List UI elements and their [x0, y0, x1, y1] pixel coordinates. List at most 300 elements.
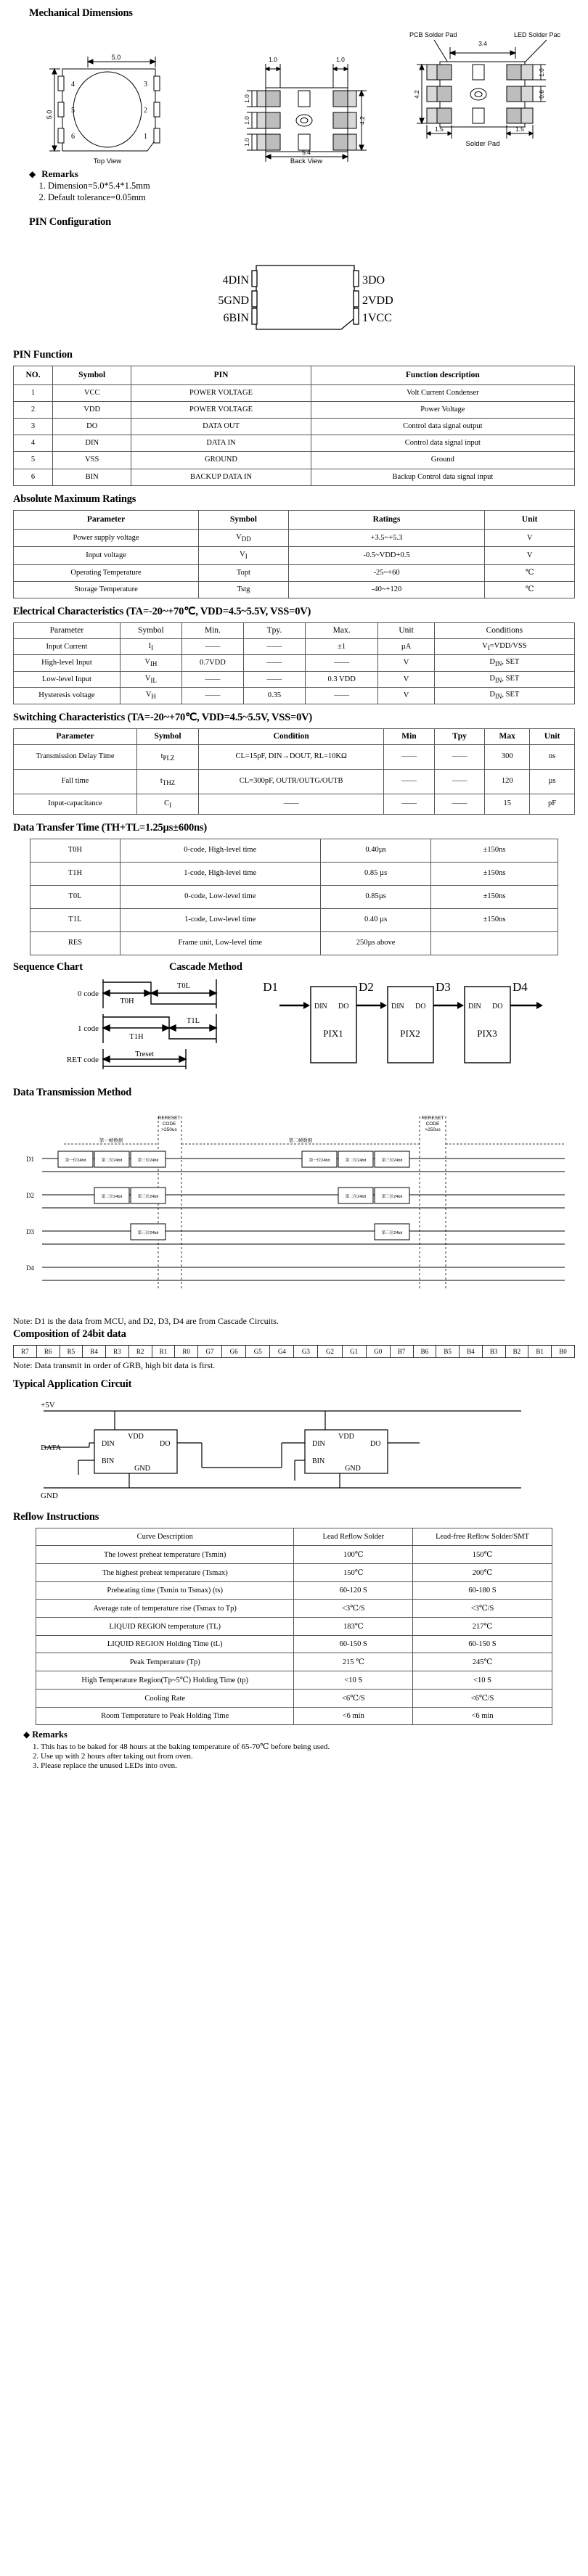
table-row: [14, 639, 575, 655]
sequence-label-0code: 0 code: [77, 989, 99, 998]
reset-label-left-2: CODE: [162, 1122, 176, 1127]
cell-leadfree: 60-180 S: [413, 1582, 552, 1600]
table-header-row: [14, 366, 575, 385]
pinconf-left-label-gnd: 5GND: [218, 295, 249, 307]
table-row: [14, 671, 575, 687]
cell-time: 0.85µs: [320, 886, 431, 909]
col-parameter: Parameter: [14, 728, 137, 744]
reset-label-left-1: RERESET: [158, 1116, 181, 1121]
cell-condition: CL=15pF, DIN→DOUT, RL=10KΩ: [199, 745, 384, 770]
cell-condition: ——: [199, 794, 384, 815]
table-row: [36, 1546, 552, 1564]
final-remarks-item: 1. This has to be baked for 48 hours at the baking temperature of 65-70℃ before being used.: [41, 1742, 575, 1751]
sequence-label-t0l: T0L: [176, 982, 191, 990]
dtm-row-d4: [26, 1264, 565, 1280]
col-symbol: Symbol: [199, 510, 289, 529]
col-tpy: Tpy.: [243, 622, 305, 638]
cell-conditions: VI=VDD/VSS: [434, 639, 574, 655]
pinconf-right-label-vcc: 1VCC: [362, 312, 392, 324]
remarks-item: 1. Dimension=5.0*5.4*1.5mm: [48, 181, 575, 192]
reset-label-right-1: RERESET: [421, 1116, 444, 1121]
cell-tpy: ——: [434, 770, 485, 794]
cell-pin: POWER VOLTAGE: [131, 402, 311, 419]
final-remarks-title: Remarks: [32, 1729, 68, 1740]
cell-parameter: Input-capacitance: [14, 794, 137, 815]
section-title-data-transmission: Data Transmission Method: [13, 1087, 132, 1098]
pinconf-right-label-do: 3DO: [362, 274, 385, 287]
sequence-label-t1l: T1L: [186, 1017, 200, 1025]
cell-symbol: Topt: [199, 564, 289, 581]
app-chip1-vdd: VDD: [128, 1433, 144, 1441]
dtm-cell: 第三位24bit: [137, 1195, 159, 1199]
bit-cell: G5: [246, 1346, 270, 1358]
cell-parameter: Hysteresis voltage: [14, 688, 121, 704]
cell-tolerance: ±150ns: [431, 839, 558, 863]
table-row: [14, 770, 575, 794]
table-row: [30, 909, 558, 932]
callout-led-solder-pad: LED Solder Pac: [514, 31, 561, 38]
section-title-reflow: Reflow Instructions: [13, 1511, 99, 1523]
dim-back-pad-h-2: 1.0: [243, 116, 250, 125]
pin-label-1: 1: [144, 133, 147, 141]
cell-max: ——: [305, 655, 377, 671]
cell-pin: DATA IN: [131, 435, 311, 452]
cell-desc: Frame unit, Low-level time: [120, 932, 320, 955]
cell-symbol: II: [120, 639, 181, 655]
dtm-row-label-d1: D1: [26, 1156, 34, 1163]
cell-parameter: Transmission Delay Time: [14, 745, 137, 770]
cell-pin: BACKUP DATA IN: [131, 469, 311, 485]
cell-symbol: BIN: [53, 469, 131, 485]
data-transmission-diagram: [13, 1103, 575, 1314]
dim-back-pad-h-3: 1.0: [243, 138, 250, 147]
cell-min: ——: [384, 794, 435, 815]
table-header-row: [14, 728, 575, 744]
table-row: [36, 1636, 552, 1653]
sequence-label-t1h: T1H: [129, 1033, 144, 1041]
col-unit: Unit: [530, 728, 575, 744]
section-title-sequence-chart: Sequence Chart: [13, 961, 83, 973]
app-label-gnd: GND: [41, 1491, 58, 1500]
cell-desc: 0-code, Low-level time: [120, 886, 320, 909]
cell-symbol: CI: [137, 794, 199, 815]
cell-desc: The lowest preheat temperature (Tsmin): [36, 1546, 294, 1564]
dim-back-total-h: 4.2: [359, 116, 366, 125]
cell-lead: <6℃/S: [294, 1690, 413, 1708]
section-title-typical-app: Typical Application Circuit: [13, 1378, 132, 1390]
cell-leadfree: <6℃/S: [413, 1690, 552, 1708]
col-condition: Condition: [199, 728, 384, 744]
cell-parameter: Operating Temperature: [14, 564, 199, 581]
frame-label-1: 第一帧数据: [99, 1138, 123, 1143]
composition-bits-table: [13, 1345, 575, 1358]
table-row: [36, 1690, 552, 1708]
cell-tpy: 0.35: [243, 688, 305, 704]
table-row: [30, 886, 558, 909]
col-max: Max: [485, 728, 530, 744]
reflow-instructions-table: [36, 1528, 552, 1725]
pin-function-table: [13, 366, 575, 486]
cell-symbol: Tstg: [199, 581, 289, 598]
cascade-signal-d1: D1: [263, 980, 278, 994]
cell-desc: Peak Temperature (Tp): [36, 1653, 294, 1671]
section-title-pin-configuration: PIN Configuration: [29, 216, 112, 228]
col-unit: Unit: [378, 622, 434, 638]
composition-note: Note: Data transmit in order of GRB, high bit data is first.: [13, 1360, 216, 1370]
cell-leadfree: <6 min: [413, 1708, 552, 1725]
cell-leadfree: 245℃: [413, 1653, 552, 1671]
cell-unit: ℃: [485, 564, 575, 581]
table-row: [14, 469, 575, 485]
cell-lead: 150℃: [294, 1564, 413, 1582]
app-chip2-bin: BIN: [312, 1457, 325, 1465]
dim-back-pad-h-1: 1.0: [243, 94, 250, 103]
col-lead-free-reflow: Lead-free Reflow Solder/SMT: [413, 1528, 552, 1546]
cell-symbol: VIL: [120, 671, 181, 687]
dim-back-pad-w-2: 1.0: [336, 56, 345, 63]
bit-cell: G7: [198, 1346, 222, 1358]
col-no: NO.: [14, 366, 53, 385]
cell-desc: Average rate of temperature rise (Tsmax to Tp): [36, 1600, 294, 1618]
cell-leadfree: <10 S: [413, 1671, 552, 1690]
pin-label-3: 3: [144, 81, 147, 89]
app-chip2-din: DIN: [312, 1440, 325, 1448]
bits-row: [14, 1346, 575, 1358]
dim-back-total-w: 5.4: [302, 149, 311, 156]
pin-label-2: 2: [144, 107, 147, 115]
bit-cell: R0: [175, 1346, 198, 1358]
app-chip1-gnd: GND: [134, 1465, 150, 1473]
dtm-cell: 第二位24bit: [101, 1195, 123, 1199]
app-chip1-do: DO: [160, 1440, 171, 1448]
table-row: [14, 745, 575, 770]
dim-pad-bottom-right: 1.5: [515, 125, 524, 133]
dtm-cell: 第二位24bit: [101, 1159, 123, 1163]
cell-tpy: ——: [434, 745, 485, 770]
cell-no: 5: [14, 452, 53, 469]
cell-time: 250µs above: [320, 932, 431, 955]
cell-leadfree: <3℃/S: [413, 1600, 552, 1618]
cell-symbol: VI: [199, 547, 289, 564]
cell-unit: V: [378, 671, 434, 687]
cell-unit: V: [485, 547, 575, 564]
app-chip2-vdd: VDD: [338, 1433, 354, 1441]
drawing-solder-pad: [417, 40, 547, 139]
cascade-signal-d3: D3: [436, 980, 451, 994]
cell-lead: <3℃/S: [294, 1600, 413, 1618]
cell-max: 15: [485, 794, 530, 815]
table-row: [14, 529, 575, 546]
cell-min: ——: [384, 745, 435, 770]
cell-lead: <6 min: [294, 1708, 413, 1725]
cell-leadfree: 60-150 S: [413, 1636, 552, 1653]
section-title-absolute-max: Absolute Maximum Ratings: [13, 493, 136, 505]
cell-code: T0H: [30, 839, 121, 863]
section-title-composition: Composition of 24bit data: [13, 1328, 126, 1340]
cell-desc: The highest preheat temperature (Tsmax): [36, 1564, 294, 1582]
cell-lead: <10 S: [294, 1671, 413, 1690]
app-chip2-do: DO: [370, 1440, 381, 1448]
pin-label-6: 6: [71, 133, 75, 141]
sequence-and-cascade-diagrams: [13, 974, 575, 1082]
cell-desc: Power Voltage: [311, 402, 574, 419]
cell-no: 3: [14, 419, 53, 435]
cell-desc: 1-code, High-level time: [120, 863, 320, 886]
bit-cell: B7: [390, 1346, 413, 1358]
cell-leadfree: 200℃: [413, 1564, 552, 1582]
bit-cell: R6: [36, 1346, 60, 1358]
cell-parameter: Power supply voltage: [14, 529, 199, 546]
dim-pad-top: 3.4: [478, 40, 487, 47]
bit-cell: B6: [413, 1346, 436, 1358]
remarks-item: 2. Default tolerance=0.05mm: [48, 192, 575, 203]
dtm-cell: 第三位24bit: [381, 1231, 403, 1235]
cell-leadfree: 217℃: [413, 1618, 552, 1636]
table-row: [14, 435, 575, 452]
col-lead-reflow: Lead Reflow Solder: [294, 1528, 413, 1546]
cell-lead: 60-120 S: [294, 1582, 413, 1600]
table-row: [14, 688, 575, 704]
col-max: Max.: [305, 622, 377, 638]
cell-tpy: ——: [243, 639, 305, 655]
switching-characteristics-table: [13, 728, 575, 815]
cell-max: ——: [305, 688, 377, 704]
app-chip1-bin: BIN: [102, 1457, 115, 1465]
cell-desc: Cooling Rate: [36, 1690, 294, 1708]
cell-parameter: Input Current: [14, 639, 121, 655]
datasheet-page: [0, 7, 588, 1778]
section-title-pin-function: PIN Function: [13, 349, 73, 361]
col-symbol: Symbol: [53, 366, 131, 385]
dtm-row-label-d3: D3: [26, 1228, 34, 1235]
diamond-bullet-icon: ◆: [23, 1729, 30, 1740]
section-title-switching: Switching Characteristics (TA=-20~+70℃, VDD=4.5~5.5V, VSS=0V): [13, 711, 313, 723]
dtm-cell: 第二位24bit: [345, 1159, 367, 1163]
cell-conditions: DIN, SET: [434, 671, 574, 687]
cell-unit: µs: [530, 770, 575, 794]
cell-pin: POWER VOLTAGE: [131, 385, 311, 402]
cascade-pin-din-1: DIN: [314, 1003, 327, 1011]
dtm-cell: 第三位24bit: [137, 1159, 159, 1163]
cell-max: 120: [485, 770, 530, 794]
typical-application-circuit: [13, 1395, 575, 1504]
cell-lead: 215 ℃: [294, 1653, 413, 1671]
section-title-cascade-method: Cascade Method: [169, 961, 242, 973]
bit-cell: R2: [128, 1346, 152, 1358]
remarks-title: Remarks: [41, 168, 78, 179]
cell-time: 0.40 µs: [320, 909, 431, 932]
cell-desc: Backup Control data signal input: [311, 469, 574, 485]
reset-label-right-2: CODE: [425, 1122, 440, 1127]
dtm-row-d1: [26, 1151, 565, 1172]
col-curve-description: Curve Description: [36, 1528, 294, 1546]
dim-pad-bottom-left: 1.5: [435, 125, 444, 133]
cell-symbol: VH: [120, 688, 181, 704]
bit-cell: B2: [505, 1346, 528, 1358]
cell-tolerance: ±150ns: [431, 909, 558, 932]
final-remarks: [23, 1729, 575, 1770]
dtm-cell: 第一位24bit: [65, 1159, 86, 1163]
table-row: [36, 1671, 552, 1690]
view-label-top: Top View: [93, 157, 122, 165]
table-row: [30, 932, 558, 955]
cell-code: T1L: [30, 909, 121, 932]
dtm-row-d2: [26, 1188, 565, 1208]
cell-symbol: VCC: [53, 385, 131, 402]
cell-desc: Control data signal input: [311, 435, 574, 452]
bit-cell: G1: [342, 1346, 366, 1358]
final-remarks-item: 2. Use up with 2 hours after taking out from oven.: [41, 1752, 575, 1761]
dtm-cell: 第三位24bit: [381, 1159, 403, 1163]
data-transfer-time-table: [30, 839, 558, 955]
cell-code: T1H: [30, 863, 121, 886]
dtm-row-label-d2: D2: [26, 1192, 34, 1199]
cascade-pin-din-2: DIN: [391, 1003, 404, 1011]
dim-back-pad-w-1: 1.0: [269, 56, 277, 63]
cell-pin: GROUND: [131, 452, 311, 469]
dim-top-width: 5.0: [111, 54, 121, 61]
dtm-cell: 第一位24bit: [309, 1159, 330, 1163]
cascade-pin-do-2: DO: [415, 1003, 426, 1011]
bit-cell: R4: [83, 1346, 106, 1358]
cascade-signal-d2: D2: [359, 980, 374, 994]
table-row: [36, 1564, 552, 1582]
cell-tolerance: ±150ns: [431, 886, 558, 909]
table-header-row: [36, 1528, 552, 1546]
bit-cell: G3: [294, 1346, 318, 1358]
cascade-pin-do-3: DO: [492, 1003, 503, 1011]
cell-ratings: -25~+60: [288, 564, 485, 581]
cell-max: 0.3 VDD: [305, 671, 377, 687]
col-tpy: Tpy: [434, 728, 485, 744]
mechanical-drawings: [13, 24, 575, 165]
dim-pad-right-b: 0.6: [538, 90, 545, 99]
cell-code: RES: [30, 932, 121, 955]
table-row: [14, 385, 575, 402]
cell-pin: DATA OUT: [131, 419, 311, 435]
table-row: [36, 1653, 552, 1671]
cell-parameter: High-level Input: [14, 655, 121, 671]
cell-desc: LIQUID REGION temperature (TL): [36, 1618, 294, 1636]
col-pin: PIN: [131, 366, 311, 385]
table-row: [14, 581, 575, 598]
pinconf-left-label-bin: 6BIN: [223, 312, 249, 324]
col-parameter: Parameter: [14, 622, 121, 638]
sequence-label-treset: Treset: [135, 1050, 154, 1058]
cascade-block-name-3: PIX3: [477, 1028, 497, 1039]
cascade-signal-d4: D4: [513, 980, 528, 994]
cascade-pin-din-3: DIN: [468, 1003, 481, 1011]
table-row: [14, 547, 575, 564]
bit-cell: B5: [436, 1346, 460, 1358]
cell-desc: Ground: [311, 452, 574, 469]
cell-ratings: +3.5~+5.3: [288, 529, 485, 546]
cell-unit: V: [485, 529, 575, 546]
bit-cell: B3: [482, 1346, 505, 1358]
cell-max: 300: [485, 745, 530, 770]
cell-symbol: tPLZ: [137, 745, 199, 770]
table-row: [36, 1708, 552, 1725]
section-title-electrical: Electrical Characteristics (TA=-20~+70℃, VDD=4.5~5.5V, VSS=0V): [13, 605, 311, 617]
bit-cell: B1: [528, 1346, 552, 1358]
pinconf-right-label-vdd: 2VDD: [362, 295, 393, 307]
cell-symbol: VSS: [53, 452, 131, 469]
cell-symbol: tTHZ: [137, 770, 199, 794]
app-chip1-din: DIN: [102, 1440, 115, 1448]
cell-tolerance: [431, 932, 558, 955]
cell-min: 0.7VDD: [181, 655, 243, 671]
cell-symbol: DO: [53, 419, 131, 435]
cell-code: T0L: [30, 886, 121, 909]
cell-symbol: VDD: [199, 529, 289, 546]
cell-unit: ℃: [485, 581, 575, 598]
cell-conditions: DIN, SET: [434, 655, 574, 671]
cell-unit: pF: [530, 794, 575, 815]
table-row: [14, 794, 575, 815]
dim-pad-right-a: 1.0: [538, 68, 545, 77]
table-header-row: [14, 510, 575, 529]
sequence-label-t0h: T0H: [120, 997, 134, 1005]
reset-label-left-3: >250us: [161, 1127, 177, 1132]
cell-no: 2: [14, 402, 53, 419]
drawing-back-view: [247, 64, 367, 162]
pin-configuration-diagram: [13, 233, 575, 342]
col-min: Min.: [181, 622, 243, 638]
table-row: [14, 564, 575, 581]
cell-no: 6: [14, 469, 53, 485]
cell-desc: Preheating time (Tsmin to Tsmax) (ts): [36, 1582, 294, 1600]
final-remarks-item: 3. Please replace the unused LEDs into oven.: [41, 1761, 575, 1770]
view-label-back: Back View: [290, 157, 323, 165]
bit-cell: B0: [552, 1346, 575, 1358]
table-row: [36, 1600, 552, 1618]
sequence-label-1code: 1 code: [77, 1024, 99, 1033]
cell-max: ±1: [305, 639, 377, 655]
col-function-description: Function description: [311, 366, 574, 385]
cell-ratings: -0.5~VDD+0.5: [288, 547, 485, 564]
col-symbol: Symbol: [120, 622, 181, 638]
cell-time: 0.85 µs: [320, 863, 431, 886]
cell-desc: 1-code, Low-level time: [120, 909, 320, 932]
cell-parameter: Fall time: [14, 770, 137, 794]
bit-cell: G4: [270, 1346, 294, 1358]
cell-symbol: VIH: [120, 655, 181, 671]
dtm-cell: 第三位24bit: [381, 1195, 403, 1199]
cell-time: 0.40µs: [320, 839, 431, 863]
col-symbol: Symbol: [137, 728, 199, 744]
cascade-pin-do-1: DO: [338, 1003, 349, 1011]
cell-tpy: ——: [243, 671, 305, 687]
bit-cell: R1: [152, 1346, 175, 1358]
bit-cell: R7: [14, 1346, 37, 1358]
bit-cell: R3: [106, 1346, 129, 1358]
dtm-cell: 第二位24bit: [345, 1195, 367, 1199]
col-parameter: Parameter: [14, 510, 199, 529]
col-conditions: Conditions: [434, 622, 574, 638]
section-title-mechanical: Mechanical Dimensions: [29, 7, 133, 19]
mechanical-remarks: [29, 168, 575, 203]
table-row: [36, 1582, 552, 1600]
bit-cell: G2: [318, 1346, 342, 1358]
col-ratings: Ratings: [288, 510, 485, 529]
absolute-max-table: [13, 510, 575, 598]
cell-no: 4: [14, 435, 53, 452]
cell-conditions: DIN, SET: [434, 688, 574, 704]
section-title-data-transfer: Data Transfer Time (TH+TL=1.25µs±600ns): [13, 822, 207, 834]
cell-parameter: Low-level Input: [14, 671, 121, 687]
dtm-row-d3: [26, 1224, 565, 1244]
cell-symbol: VDD: [53, 402, 131, 419]
